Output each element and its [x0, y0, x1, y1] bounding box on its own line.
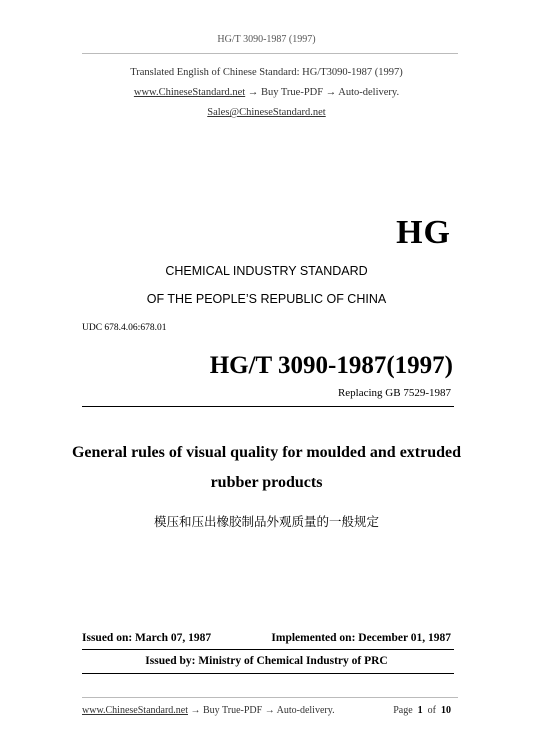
translated-source-line: Translated English of Chinese Standard: HG/T3090-1987 (1997): [130, 67, 403, 78]
issued-divider: [82, 649, 454, 650]
standard-category: CHEMICAL INDUSTRY STANDARD: [165, 264, 368, 278]
issued-on-date: Issued on: March 07, 1987: [82, 632, 212, 644]
document-title-line-2: rubber products: [210, 474, 323, 491]
replacing-note: Replacing GB 7529-1987: [337, 387, 451, 399]
page-total: 10: [441, 705, 451, 716]
sales-email-link[interactable]: Sales@ChineseStandard.net: [207, 107, 326, 118]
title-divider: [82, 406, 454, 407]
footer-divider: [82, 697, 458, 698]
sales-line: [0, 107, 533, 118]
standard-country: OF THE PEOPLE’S REPUBLIC OF CHINA: [146, 292, 387, 306]
purchase-line: [0, 87, 533, 98]
footer-purchase-text: → Buy True-PDF → Auto-delivery.: [188, 705, 335, 716]
document-title-line-1: General rules of visual quality for moulded and extruded: [71, 444, 462, 461]
document-title: [60, 438, 473, 498]
udc-code: UDC 678.4.06:678.01: [82, 323, 167, 333]
site-link[interactable]: www.ChineseStandard.net: [133, 87, 246, 98]
header-divider: [82, 53, 458, 54]
page-indicator: [393, 705, 451, 716]
footer-purchase-line: [82, 705, 335, 716]
issuing-divider: [82, 673, 454, 674]
standard-code-logo: HG: [396, 214, 451, 251]
standard-number: HG/T 3090-1987(1997): [209, 352, 453, 379]
document-title-chinese: 模压和压出橡胶制品外观质量的一般规定: [153, 514, 379, 529]
page-label: Page: [393, 705, 413, 716]
implemented-on-date: Implemented on: December 01, 1987: [271, 632, 451, 644]
footer-site-link[interactable]: www.ChineseStandard.net: [82, 705, 188, 716]
issuing-authority: Issued by: Ministry of Chemical Industry of PRC: [145, 655, 388, 667]
running-header: HG/T 3090-1987 (1997): [217, 34, 316, 45]
purchase-text: → Buy True-PDF → Auto-delivery.: [245, 87, 400, 98]
page-of: of: [427, 705, 436, 716]
page-current: 1: [417, 705, 423, 716]
